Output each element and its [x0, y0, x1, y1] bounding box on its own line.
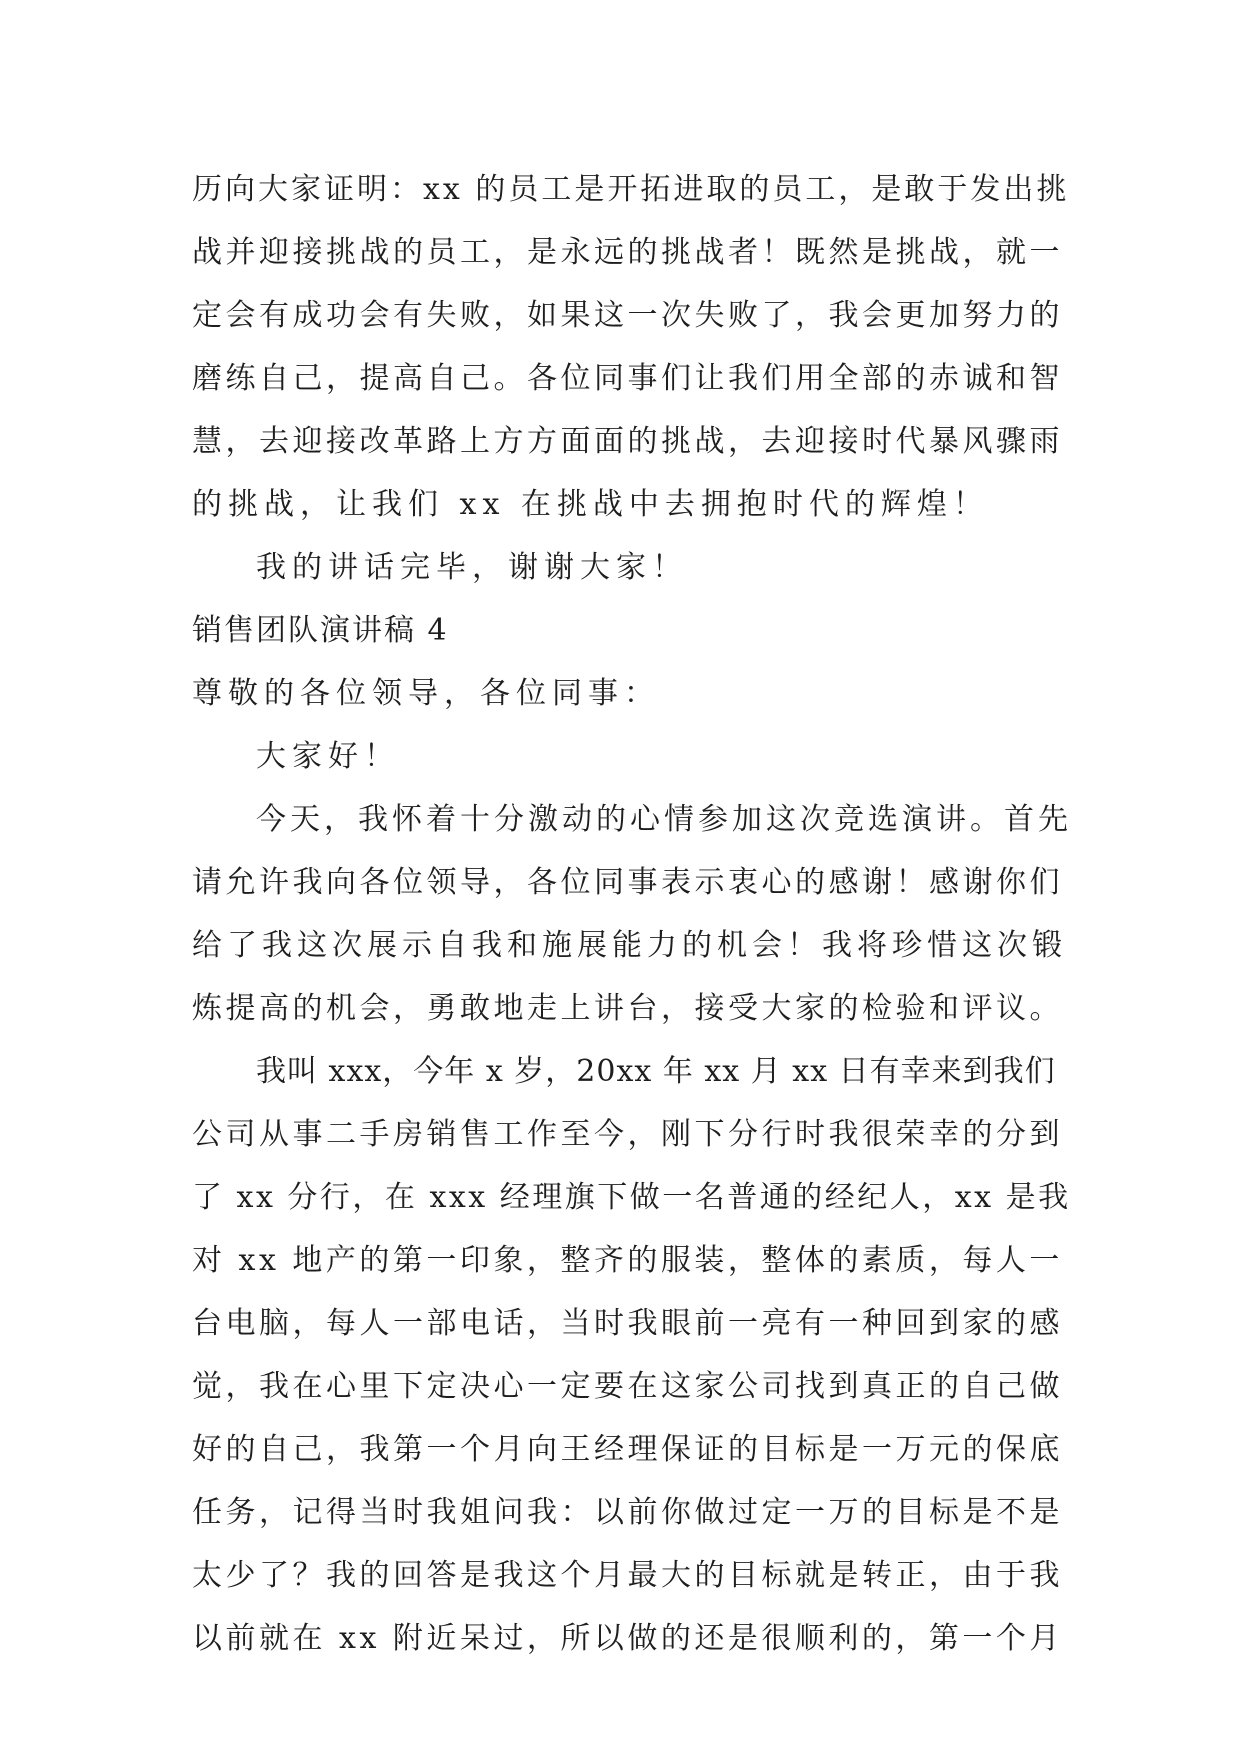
- text-line: 请允许我向各位领导，各位同事表示衷心的感谢！感谢你们: [192, 865, 1063, 900]
- greeting: 大家好！: [256, 739, 400, 774]
- text-line: 给了我这次展示自我和施展能力的机会！我将珍惜这次锻: [192, 928, 1067, 963]
- text-line: 战并迎接挑战的员工，是永远的挑战者！既然是挑战，就一: [192, 235, 1063, 270]
- text-line: 台电脑，每人一部电话，当时我眼前一亮有一种回到家的感: [192, 1306, 1063, 1341]
- section-heading: 销售团队演讲稿 4: [192, 613, 449, 648]
- text-line: 我叫 xxx，今年 x 岁，20xx 年 xx 月 xx 日有幸来到我们: [256, 1054, 1056, 1089]
- salutation: 尊敬的各位领导，各位同事：: [192, 676, 660, 711]
- text-line: 慧，去迎接改革路上方方面面的挑战，去迎接时代暴风骤雨: [192, 424, 1063, 459]
- text-line: 今天，我怀着十分激动的心情参加这次竞选演讲。首先: [256, 802, 1072, 837]
- document-body: [192, 158, 1072, 1670]
- text-line: 了 xx 分行，在 xxx 经理旗下做一名普通的经纪人，xx 是我: [192, 1180, 1071, 1215]
- text-line: 磨练自己，提高自己。各位同事们让我们用全部的赤诚和智: [192, 361, 1063, 396]
- text-line: 定会有成功会有失败，如果这一次失败了，我会更加努力的: [192, 298, 1063, 333]
- text-line: 历向大家证明：xx 的员工是开拓进取的员工，是敢于发出挑: [192, 172, 1070, 207]
- text-line: 太少了？我的回答是我这个月最大的目标就是转正，由于我: [192, 1558, 1063, 1593]
- text-line: 的挑战，让我们 xx 在挑战中去拥抱时代的辉煌！: [192, 487, 989, 522]
- text-line: 以前就在 xx 附近呆过，所以做的还是很顺利的，第一个月: [192, 1621, 1063, 1656]
- text-line: 觉，我在心里下定决心一定要在这家公司找到真正的自己做: [192, 1369, 1063, 1404]
- text-line: 公司从事二手房销售工作至今，刚下分行时我很荣幸的分到: [192, 1117, 1063, 1152]
- text-line: 对 xx 地产的第一印象，整齐的服装，整体的素质，每人一: [192, 1243, 1063, 1278]
- text-line: 炼提高的机会，勇敢地走上讲台，接受大家的检验和评议。: [192, 991, 1063, 1026]
- text-line: 好的自己，我第一个月向王经理保证的目标是一万元的保底: [192, 1432, 1063, 1467]
- closing-line: 我的讲话完毕，谢谢大家！: [256, 550, 688, 585]
- text-line: 任务，记得当时我姐问我：以前你做过定一万的目标是不是: [192, 1495, 1063, 1530]
